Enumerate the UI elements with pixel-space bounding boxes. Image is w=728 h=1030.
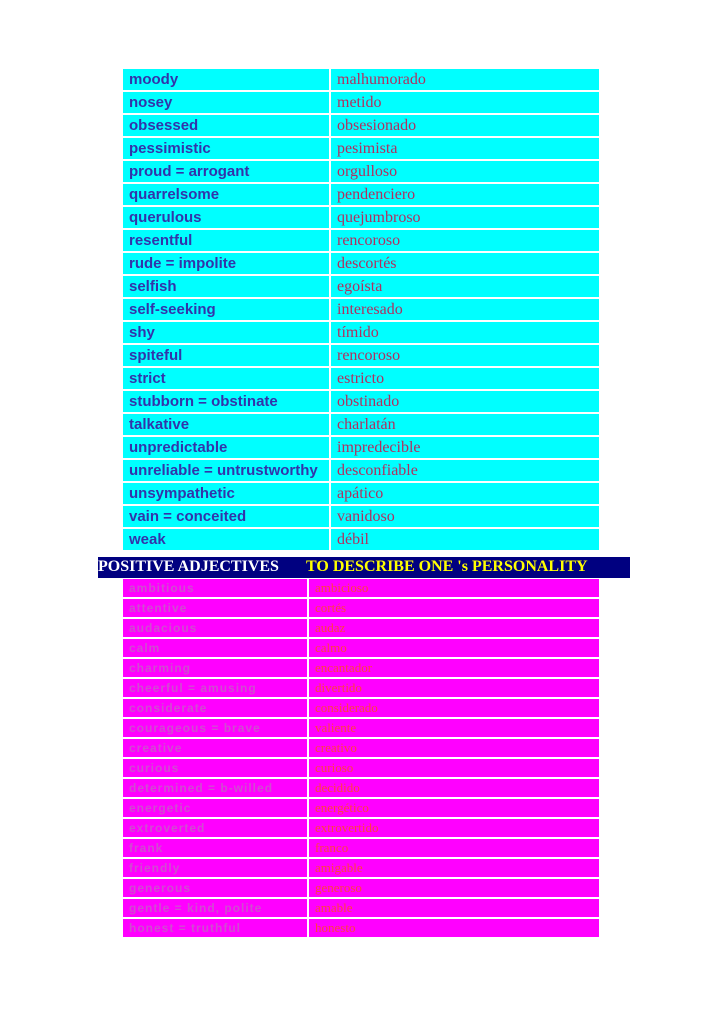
table-row xyxy=(123,919,599,939)
spanish-term: pendenciero xyxy=(331,184,599,207)
spanish-term: malhumorado xyxy=(331,69,599,92)
spanish-term: amigable xyxy=(309,859,599,879)
table-row xyxy=(123,115,599,138)
table-row xyxy=(123,345,599,368)
spanish-term: ambicioso xyxy=(309,579,599,599)
english-term: unreliable = untrustworthy xyxy=(123,460,331,483)
heading-part-2: TO DESCRIBE ONE 's PERSONALITY xyxy=(306,558,588,575)
spanish-term: vanidoso xyxy=(331,506,599,529)
table-row xyxy=(123,659,599,679)
table-row xyxy=(123,819,599,839)
table-row xyxy=(123,599,599,619)
table-row xyxy=(123,839,599,859)
table-row xyxy=(123,799,599,819)
english-term: proud = arrogant xyxy=(123,161,331,184)
spanish-term: energético xyxy=(309,799,599,819)
spanish-term: débil xyxy=(331,529,599,552)
english-term: vain = conceited xyxy=(123,506,331,529)
table-row xyxy=(123,368,599,391)
spanish-term: orgulloso xyxy=(331,161,599,184)
table-row xyxy=(123,184,599,207)
spanish-term: considerado xyxy=(309,699,599,719)
english-term: charming xyxy=(123,659,309,679)
positive-adjectives-body xyxy=(123,579,599,939)
spanish-term: rencoroso xyxy=(331,230,599,253)
english-term: curious xyxy=(123,759,309,779)
english-term: talkative xyxy=(123,414,331,437)
english-term: ambitious xyxy=(123,579,309,599)
table-row xyxy=(123,529,599,552)
english-term: spiteful xyxy=(123,345,331,368)
english-term: nosey xyxy=(123,92,331,115)
heading-part-1: POSITIVE ADJECTIVES xyxy=(98,558,279,575)
english-term: honest = truthful xyxy=(123,919,309,939)
spanish-term: audaz xyxy=(309,619,599,639)
negative-adjectives-body xyxy=(123,69,599,552)
table-row xyxy=(123,483,599,506)
table-row xyxy=(123,391,599,414)
table-row xyxy=(123,879,599,899)
spanish-term: charlatán xyxy=(331,414,599,437)
spanish-term: creativo xyxy=(309,739,599,759)
english-term: strict xyxy=(123,368,331,391)
english-term: calm xyxy=(123,639,309,659)
spanish-term: amable xyxy=(309,899,599,919)
spanish-term: rencoroso xyxy=(331,345,599,368)
negative-adjectives-table xyxy=(123,69,599,552)
spanish-term: extrovertido xyxy=(309,819,599,839)
table-row xyxy=(123,779,599,799)
table-row xyxy=(123,138,599,161)
table-row xyxy=(123,506,599,529)
spanish-term: descortés xyxy=(331,253,599,276)
english-term: pessimistic xyxy=(123,138,331,161)
table-row xyxy=(123,460,599,483)
spanish-term: impredecible xyxy=(331,437,599,460)
table-row xyxy=(123,739,599,759)
spanish-term: pesimista xyxy=(331,138,599,161)
english-term: moody xyxy=(123,69,331,92)
english-term: obsessed xyxy=(123,115,331,138)
table-row xyxy=(123,719,599,739)
spanish-term: quejumbroso xyxy=(331,207,599,230)
table-row xyxy=(123,253,599,276)
table-row xyxy=(123,699,599,719)
english-term: querulous xyxy=(123,207,331,230)
english-term: generous xyxy=(123,879,309,899)
spanish-term: decidido xyxy=(309,779,599,799)
spanish-term: tímido xyxy=(331,322,599,345)
english-term: weak xyxy=(123,529,331,552)
english-term: unsympathetic xyxy=(123,483,331,506)
table-row xyxy=(123,437,599,460)
english-term: rude = impolite xyxy=(123,253,331,276)
english-term: determined = b-willed xyxy=(123,779,309,799)
spanish-term: honesto xyxy=(309,919,599,939)
spanish-term: metido xyxy=(331,92,599,115)
english-term: energetic xyxy=(123,799,309,819)
spanish-term: apático xyxy=(331,483,599,506)
english-term: selfish xyxy=(123,276,331,299)
english-term: extroverted xyxy=(123,819,309,839)
english-term: gentle = kind, polite xyxy=(123,899,309,919)
spanish-term: obsesionado xyxy=(331,115,599,138)
spanish-term: encantador xyxy=(309,659,599,679)
table-row xyxy=(123,619,599,639)
english-term: quarrelsome xyxy=(123,184,331,207)
table-row xyxy=(123,69,599,92)
spanish-term: generoso xyxy=(309,879,599,899)
english-term: self-seeking xyxy=(123,299,331,322)
table-row xyxy=(123,230,599,253)
english-term: considerate xyxy=(123,699,309,719)
spanish-term: interesado xyxy=(331,299,599,322)
english-term: frank xyxy=(123,839,309,859)
english-term: shy xyxy=(123,322,331,345)
english-term: creative xyxy=(123,739,309,759)
spanish-term: calmo xyxy=(309,639,599,659)
english-term: audacious xyxy=(123,619,309,639)
spanish-term: obstinado xyxy=(331,391,599,414)
table-row xyxy=(123,322,599,345)
english-term: courageous = brave xyxy=(123,719,309,739)
table-row xyxy=(123,639,599,659)
spanish-term: divertido xyxy=(309,679,599,699)
spanish-term: estricto xyxy=(331,368,599,391)
english-term: friendly xyxy=(123,859,309,879)
english-term: unpredictable xyxy=(123,437,331,460)
table-row xyxy=(123,759,599,779)
spanish-term: egoísta xyxy=(331,276,599,299)
table-row xyxy=(123,899,599,919)
table-row xyxy=(123,161,599,184)
table-row xyxy=(123,299,599,322)
spanish-term: cortés xyxy=(309,599,599,619)
spanish-term: curioso xyxy=(309,759,599,779)
english-term: stubborn = obstinate xyxy=(123,391,331,414)
spanish-term: franco xyxy=(309,839,599,859)
table-row xyxy=(123,92,599,115)
english-term: attentive xyxy=(123,599,309,619)
english-term: cheerful = amusing xyxy=(123,679,309,699)
positive-adjectives-table xyxy=(123,579,599,939)
table-row xyxy=(123,679,599,699)
table-row xyxy=(123,859,599,879)
spanish-term: valiente xyxy=(309,719,599,739)
english-term: resentful xyxy=(123,230,331,253)
spanish-term: desconfiable xyxy=(331,460,599,483)
table-row xyxy=(123,276,599,299)
positive-adjectives-heading xyxy=(98,557,630,578)
table-row xyxy=(123,414,599,437)
table-row xyxy=(123,207,599,230)
table-row xyxy=(123,579,599,599)
